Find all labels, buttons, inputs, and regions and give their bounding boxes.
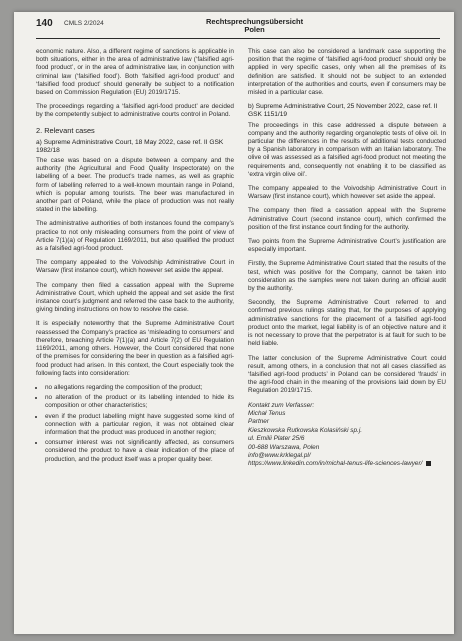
paragraph: The proceedings regarding a ‘falsified agri-food product’ are decided by the competently subject to administrative courts control in Poland. — [36, 103, 234, 119]
paragraph: Secondly, the Supreme Administrative Court referred to and confirmed previous rulings stating that, for the purposes of applying administrative sanctions for the placement of a falsified agri-food product onto the market, legal liability is of an objective nature and it is not necessary to prove that the perpetrator is at fault for such to be held liable. — [248, 299, 446, 348]
author-name: Michał Tenus — [248, 409, 286, 417]
paragraph: This case can also be considered a landmark case supporting the position that the regime of ‘falsified agri-food product’ should only be applied in very specific cases, only when all the premises of its definition are satisfied. It should not be subject to an extended interpretation of the authorities and courts, even if consumers may be misled in a particular case. — [248, 48, 446, 97]
list-item: • consumer interest was not significantly affected, as consumers considered the product to have a clear indication of the place of production, and the product itself was a proper quality beer. — [45, 439, 234, 464]
case-b-title: b) Supreme Administrative Court, 25 November 2022, case ref. II GSK 1151/19 — [248, 103, 438, 119]
paragraph: It is especially noteworthy that the Supreme Administrative Court reassessed the Company’s practice as ‘misleading to consumers’ and therefore, breaching Article 7(1)(a) and Article 7(2) of EU Regulation 1169/2011, among others. However, the Court considered that none of the premises for considering the beer in question as a falsified agri-food product had arisen. In this context, the Court especially took the following facts into consideration: — [36, 320, 234, 377]
document-page — [14, 12, 454, 634]
journal-name: CMLS 2/2024 — [64, 20, 104, 27]
left-column — [36, 48, 234, 470]
paragraph: The company then filed a cassation appeal with the Supreme Administrative Court, which upheld the appeal and set aside the first instance court’s judgment and referred the case back to the authority, giving binding instructions on how to resolve the case. — [36, 281, 234, 314]
contact-heading: Kontakt zum Verfasser: — [248, 401, 315, 409]
header-title-line2: Polen — [244, 25, 265, 34]
paragraph: Firstly, the Supreme Administrative Court stated that the results of the test, which was positive for the Company, cannot be taken into consideration as the samples were not taken during an official audit by the authority. — [248, 260, 446, 293]
author-contact — [248, 402, 446, 469]
street-address: ul. Emilii Plater 25/6 — [248, 435, 305, 443]
facts-list — [36, 384, 234, 464]
paragraph: Two points from the Supreme Administrative Court’s justification are especially important. — [248, 238, 446, 254]
right-column — [248, 48, 446, 469]
author-role: Partner — [248, 418, 269, 426]
email-link[interactable]: info@www.krklegal.pl/ — [248, 451, 311, 459]
section-heading-relevant-cases: 2. Relevant cases — [36, 125, 95, 135]
city-address: 00-688 Warszawa, Polen — [248, 443, 320, 451]
page-header — [36, 16, 440, 39]
linkedin-link[interactable] — [248, 460, 446, 468]
linkedin-url[interactable]: https://www.linkedin.com/in/michal-tenus-life-sciences-lawyer/ — [248, 460, 423, 468]
header-title-line1: Rechtsprechungsübersicht — [206, 17, 304, 26]
paragraph: The company appealed to the Voivodship Administrative Court in Warsaw (first instance court), which however set aside the appeal. — [36, 259, 234, 275]
paragraph: The proceedings in this case addressed a dispute between a company and the authority regarding organoleptic tests of olive oil. In particular the differences in the results of additional tests conducted by a Spanish laboratory in comparison with an Italian laboratory. The olive oil was assessed as a falsified agri-food product not meeting the requirements and, consequently not enabling it to be classified as ‘extra virgin olive oil’. — [248, 121, 446, 178]
paragraph: The latter conclusion of the Supreme Administrative Court could result, among others, in a conclusion that not all cases classified as ‘falsified agri-food products’ in Poland can be considered ‘frauds’ in the agri-food chain in the meaning of the provisions laid down by EU Regulation 2019/1715. — [248, 354, 446, 395]
list-item: • no allegations regarding the composition of the product; — [45, 384, 234, 392]
list-item: • no alteration of the product or its labelling intended to hide its composition or other characteristics; — [45, 394, 234, 410]
paragraph: The case was based on a dispute between a company and the authority (the Agricultural and Food Quality Inspectorate) on the labelling of a beer. The product’s trade names, as well as graphic form of labelling referred to a well-known mountain range in Poland, which is popular among tourists. The beer was manufactured in another part of Poland, while the place of production was not really stated in the labelling. — [36, 157, 234, 214]
end-of-article-mark — [426, 461, 431, 466]
case-a-title: a) Supreme Administrative Court, 18 May 2022, case ref. II GSK 1982/18 — [36, 138, 224, 154]
paragraph: The company then filed a cassation appeal with the Supreme Administrative Court (second instance court), which confirmed the position of the first instance court finding for the authority. — [248, 207, 446, 231]
paragraph: The company appealed to the Voivodship Administrative Court in Warsaw (first instance court), which however set aside the appeal. — [248, 185, 446, 201]
page-number: 140 — [36, 18, 53, 29]
header-title — [206, 18, 303, 34]
list-item: • even if the product labelling might have suggested some kind of connection with a particular region, it was not obtained clear information that the product was produced in another region; — [45, 413, 234, 438]
paragraph: The administrative authorities of both instances found the company’s practice to not only misleading consumers from the point of view of Article 7(1)(a) of Regulation 1169/2011, but also qualified the product as a falsified agri-food product. — [36, 220, 234, 253]
paragraph: economic nature. Also, a different regime of sanctions is applicable in both situations, either in the area of administrative law (‘falsified agri-food product’, or in the area of administrative law, in conjunction with criminal law (‘falsified food’). Both ‘falsified agri-food product’ and ‘falsified food product’ should generally be subject to a notification based on Commission Regulation (EU) 2019/1715. — [36, 48, 234, 97]
law-firm: Kieszkowska Rutkowska Kolasiński sp.j. — [248, 426, 363, 434]
